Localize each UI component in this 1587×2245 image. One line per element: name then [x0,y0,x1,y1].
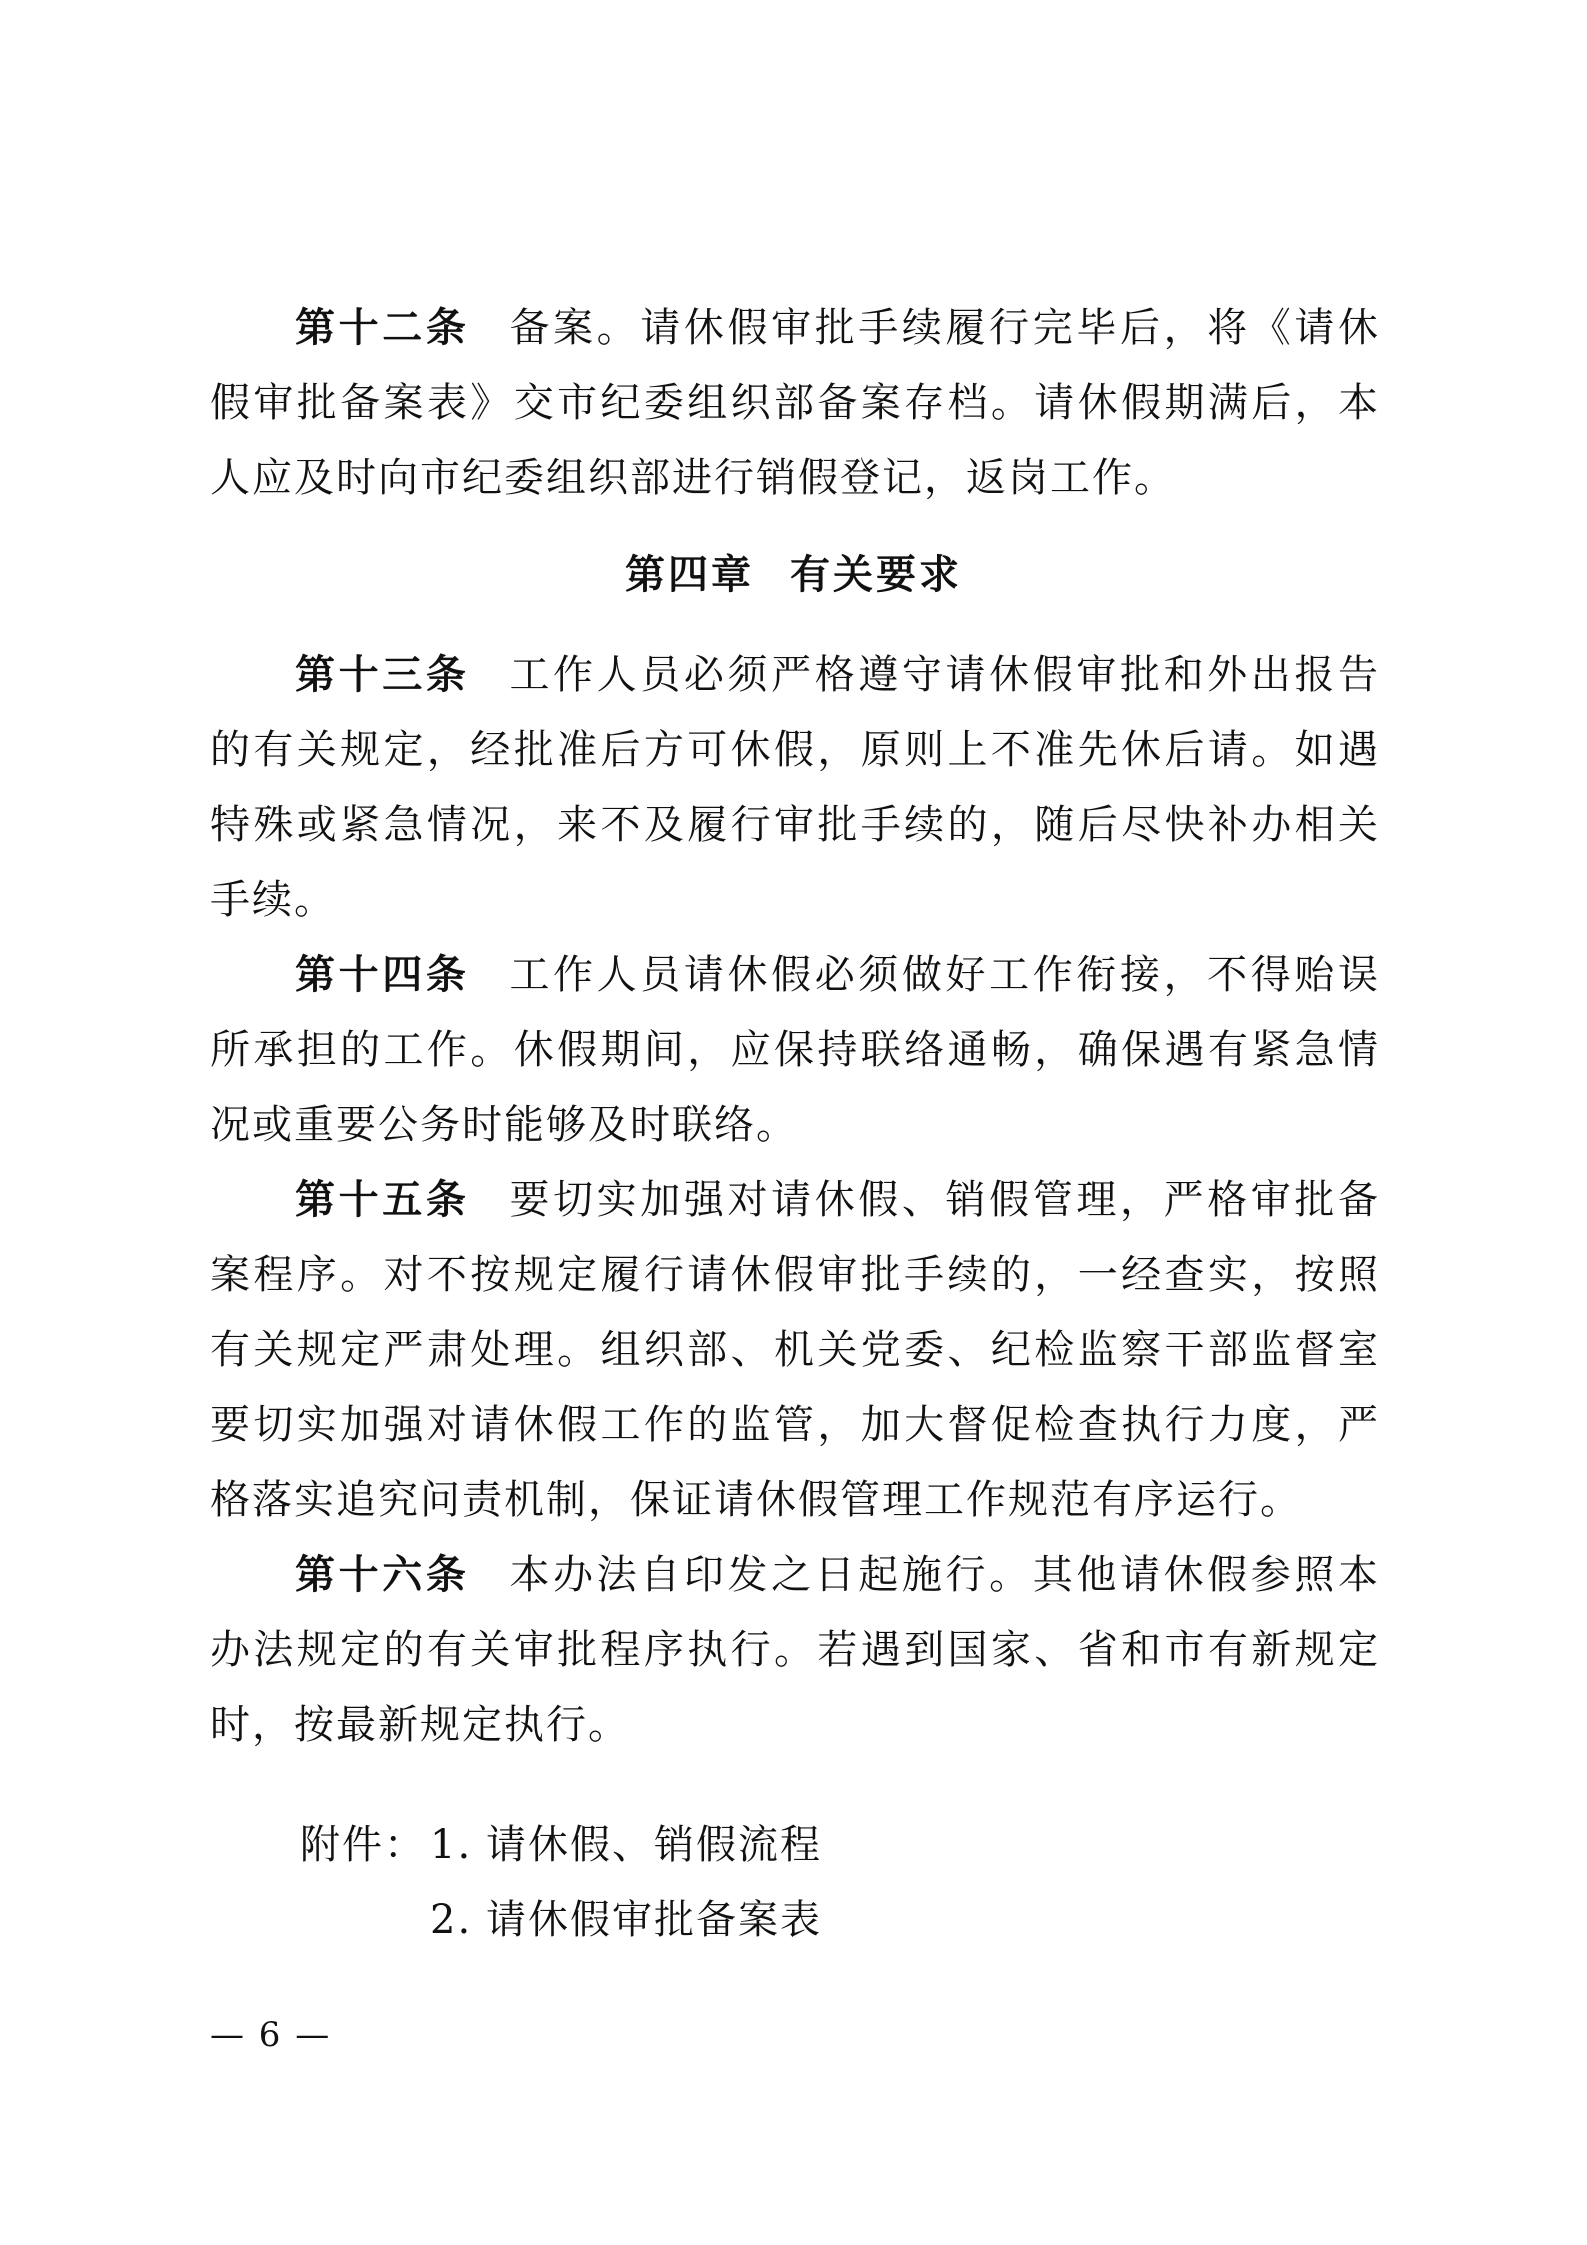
article-15-title: 第十五条 [295,1177,470,1223]
article-12-line-2: 假审批备案表》交市纪委组织部备案存档。请休假期满后，本 [210,380,1380,426]
article-16-line-2: 办法规定的有关审批程序执行。若遇到国家、省和市有新规定 [210,1627,1380,1673]
chapter-heading [0,545,1587,605]
article-12-line-1 [295,298,1380,358]
article-15-line-1 [295,1170,1380,1230]
page-number: — 6 — [210,2015,332,2055]
article-13-text-1: 工作人员必须严格遵守请休假审批和外出报告 [509,652,1381,698]
article-13-line-1 [295,645,1380,705]
attachment-1-number: 1. [430,1822,473,1868]
article-16-title: 第十六条 [295,1552,470,1598]
article-14-title: 第十四条 [295,952,470,998]
article-12-line-3: 人应及时向市纪委组织部进行销假登记，返岗工作。 [210,455,1176,501]
attachment-item-1 [430,1815,822,1875]
chapter-number: 第四章 [625,552,754,598]
attachment-item-2 [430,1890,822,1950]
article-14-line-1 [295,945,1380,1005]
article-13-line-4: 手续。 [210,877,336,923]
article-15-line-2: 案程序。对不按规定履行请休假审批手续的，一经查实，按照 [210,1252,1380,1298]
article-16-text-1: 本办法自印发之日起施行。其他请休假参照本 [509,1552,1381,1598]
article-15-line-4: 要切实加强对请休假工作的监管，加大督促检查执行力度，严 [210,1402,1380,1448]
article-12-title: 第十二条 [295,305,470,351]
article-12-text-1: 备案。请休假审批手续履行完毕后，将《请休 [509,305,1381,351]
article-14-line-2: 所承担的工作。休假期间，应保持联络通畅，确保遇有紧急情 [210,1027,1380,1073]
article-13-title: 第十三条 [295,652,470,698]
attachment-2-title: 请休假审批备案表 [486,1897,822,1943]
article-14-line-3: 况或重要公务时能够及时联络。 [210,1102,798,1148]
attachment-2-number: 2. [430,1897,473,1943]
article-15-line-5: 格落实追究问责机制，保证请休假管理工作规范有序运行。 [210,1477,1302,1523]
attachments-label: 附件： [300,1822,426,1868]
article-15-text-1: 要切实加强对请休假、销假管理，严格审批备 [509,1177,1381,1223]
article-16-line-3: 时，按最新规定执行。 [210,1702,630,1748]
article-16-line-1 [295,1545,1380,1605]
article-13-line-3: 特殊或紧急情况，来不及履行审批手续的，随后尽快补办相关 [210,802,1380,848]
attachment-1-title: 请休假、销假流程 [486,1822,822,1868]
article-13-line-2: 的有关规定，经批准后方可休假，原则上不准先休后请。如遇 [210,727,1380,773]
chapter-name: 有关要求 [790,552,962,598]
article-15-line-3: 有关规定严肃处理。组织部、机关党委、纪检监察干部监督室 [210,1327,1380,1373]
article-14-text-1: 工作人员请休假必须做好工作衔接，不得贻误 [509,952,1381,998]
